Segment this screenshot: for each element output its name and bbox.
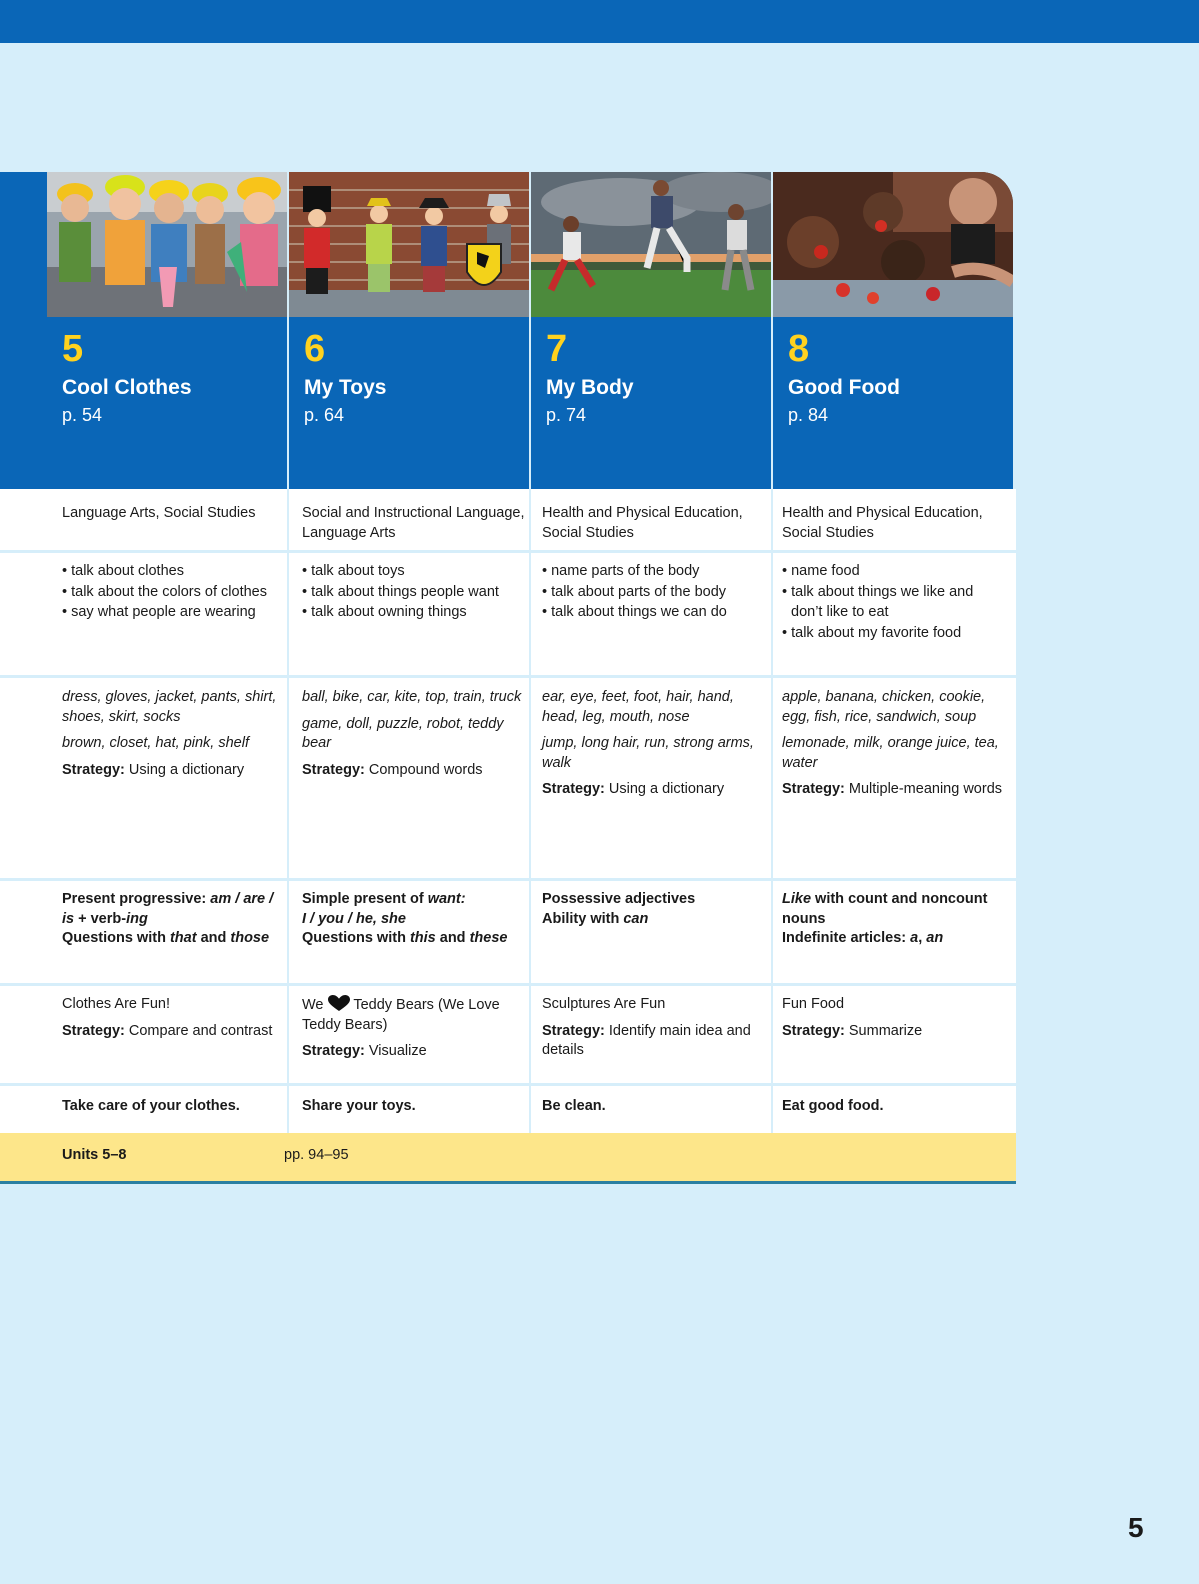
unit-banner-8 (773, 317, 1013, 489)
reading-cell (782, 995, 1007, 1041)
unit-title: Cool Clothes (62, 376, 192, 399)
objective-item: • talk about the colors of clothes (62, 582, 287, 603)
unit-photo-kids-in-hats (47, 172, 287, 317)
grammar-line: Simple present of want: (302, 891, 466, 907)
unit-banner-7 (531, 317, 771, 489)
vocab-words-2: jump, long hair, run, strong arms, walk (542, 735, 754, 771)
reading-title: Clothes Are Fun! (62, 996, 170, 1012)
reading-cell (542, 995, 767, 1061)
unit-banner-6 (289, 317, 529, 489)
vocab-words-2: brown, closet, hat, pink, shelf (62, 735, 249, 751)
content-areas-cell: Social and Instructional Language, Language Arts (302, 505, 525, 541)
grammar-line: Ability with can (542, 910, 649, 927)
vocabulary-cell (782, 688, 1007, 800)
vocab-words-2: game, doll, puzzle, robot, teddy bear (302, 715, 504, 751)
grammar-line: Like with count and noncount nouns (782, 891, 988, 927)
unit-page: p. 54 (62, 405, 103, 425)
unit-page: p. 64 (304, 405, 345, 425)
unit-number: 5 (62, 328, 84, 370)
unit-header-7 (531, 172, 771, 489)
value-cell: Be clean. (542, 1098, 606, 1114)
objectives-cell (782, 561, 1007, 643)
vocab-words-1: ear, eye, feet, foot, hair, hand, head, leg, mouth, nose (542, 689, 734, 725)
vocab-words-1: apple, banana, chicken, cookie, egg, fish, rice, sandwich, soup (782, 689, 986, 725)
grammar-cell (782, 890, 1007, 949)
scope-sequence-table (0, 172, 1016, 1193)
grammar-line: I / you / he, she (302, 910, 406, 927)
objective-item: • talk about my favorite food (782, 623, 1007, 644)
vocab-words-1: dress, gloves, jacket, pants, shirt, shoes, skirt, socks (62, 689, 277, 725)
grammar-cell (302, 890, 527, 949)
vocab-strategy: Strategy: Using a dictionary (542, 781, 725, 797)
objective-item: • talk about toys (302, 561, 527, 582)
unit-title: My Toys (304, 376, 387, 399)
left-blue-tab (0, 172, 47, 489)
reading-title: Fun Food (782, 996, 845, 1012)
content-areas-cell: Language Arts, Social Studies (62, 505, 256, 521)
objective-item: • name food (782, 561, 1007, 582)
page-number: 5 (1128, 1512, 1144, 1543)
unit-header-8 (773, 172, 1013, 489)
reading-cell (302, 995, 527, 1062)
unit-number: 8 (788, 328, 810, 370)
unit-title: Good Food (788, 376, 900, 399)
content-areas-cell: Health and Physical Education, Social Studies (542, 505, 743, 541)
review-units-label: Units 5–8 (62, 1147, 127, 1163)
unit-header-5 (47, 172, 287, 489)
unit-banner-5 (47, 317, 287, 489)
vocabulary-cell (542, 688, 767, 800)
unit-page: p. 84 (788, 405, 829, 425)
unit-photo-apple-bobbing (773, 172, 1013, 317)
objectives-cell (542, 561, 767, 623)
heart-icon (328, 995, 350, 1012)
grammar-line: Questions with that and those (62, 930, 270, 946)
grammar-line: Present progressive: am / are / is + verb-ing (62, 891, 274, 927)
review-band (0, 1133, 1016, 1184)
unit-page: p. 74 (546, 405, 587, 425)
value-cell: Take care of your clothes. (62, 1098, 240, 1114)
objective-item: • talk about owning things (302, 602, 527, 623)
vocab-strategy: Strategy: Using a dictionary (62, 761, 245, 778)
reading-cell (62, 995, 287, 1041)
reading-title: Sculptures Are Fun (542, 996, 666, 1012)
objective-item: • talk about things we can do (542, 602, 767, 623)
reading-strategy: Strategy: Identify main idea and details (542, 1022, 751, 1058)
unit-number: 6 (304, 328, 326, 370)
value-cell: Eat good food. (782, 1098, 884, 1114)
objective-item: • talk about things we like and don’t like to eat (782, 582, 1007, 623)
unit-photo-baseball-kids (531, 172, 771, 317)
review-pages: pp. 94–95 (284, 1147, 349, 1163)
vocabulary-cell (62, 688, 287, 780)
grammar-cell (542, 890, 767, 929)
unit-photo-toy-figures (289, 172, 529, 317)
reading-strategy: Strategy: Compare and contrast (62, 1022, 273, 1039)
reading-title: We Teddy Bears (We Love Teddy Bears) (302, 997, 500, 1033)
reading-strategy: Strategy: Summarize (782, 1022, 923, 1039)
objective-item: • talk about parts of the body (542, 582, 767, 603)
grammar-line: Questions with this and these (302, 930, 508, 946)
objective-item: • talk about things people want (302, 582, 527, 603)
objective-item: • talk about clothes (62, 561, 287, 582)
objective-item: • name parts of the body (542, 561, 767, 582)
content-areas-cell: Health and Physical Education, Social Studies (782, 505, 983, 541)
vocabulary-cell (302, 688, 527, 780)
top-color-bar (0, 0, 1199, 43)
unit-number: 7 (546, 328, 568, 370)
value-cell: Share your toys. (302, 1098, 416, 1114)
grammar-line: Indefinite articles: a, an (782, 930, 944, 946)
unit-title: My Body (546, 376, 634, 399)
grammar-line: Possessive adjectives (542, 891, 696, 907)
vocab-words-1: ball, bike, car, kite, top, train, truck (302, 689, 522, 705)
objective-item: • say what people are wearing (62, 602, 287, 623)
unit-header-6 (289, 172, 529, 489)
objectives-cell (62, 561, 287, 623)
vocab-words-2: lemonade, milk, orange juice, tea, water (782, 735, 999, 771)
vocab-strategy: Strategy: Compound words (302, 761, 483, 778)
reading-strategy: Strategy: Visualize (302, 1043, 427, 1059)
vocab-strategy: Strategy: Multiple-meaning words (782, 781, 1003, 797)
objectives-cell (302, 561, 527, 623)
grammar-cell (62, 890, 287, 949)
